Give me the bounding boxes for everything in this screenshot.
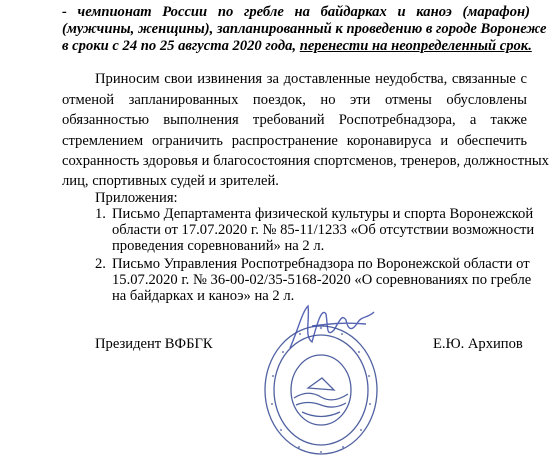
notice-line-1: - чемпионат России по гребле на байдарках и каноэ (марафон) [62, 4, 530, 20]
attachment-1-number: 1. [95, 206, 106, 222]
attachment-1-line-2: области от 17.07.2020 г. № 85-11/1233 «Об отсутствии возможности [112, 222, 535, 238]
apology-line-4: стремлением ограничить распространение коронавируса и обеспечить [62, 133, 527, 149]
attachment-2-number: 2. [95, 256, 106, 272]
attachment-2-line-2: 15.07.2020 г. № 36-00-02/35-5168-2020 «О соревнованиях по гребле [112, 272, 532, 288]
attachments-heading: Приложения: [95, 190, 178, 206]
apology-line-5: сохранность здоровья и благосостояния спортсменов, тренеров, должностных [62, 153, 549, 169]
signatory-name: Е.Ю. Архипов [433, 336, 523, 352]
notice-line-3 [62, 38, 532, 54]
apology-line-2: отменой запланированных поездок, но эти отмены обусловлены [62, 92, 527, 108]
attachment-1-line-3: проведения соревнований» на 2 л. [112, 238, 325, 254]
signatory-title: Президент ВФБГК [95, 336, 213, 352]
attachment-2-line-1: Письмо Управления Роспотребнадзора по Воронежской области от [112, 256, 530, 272]
handwritten-signature [282, 300, 382, 360]
attachment-1-line-1: Письмо Департамента физической культуры и спорта Воронежской [112, 206, 534, 222]
apology-line-3: обязанностью выполнения требований Роспотребнадзора, а также [62, 112, 527, 128]
apology-line-1: Приносим свои извинения за доставленные неудобства, связанные с [95, 71, 527, 87]
apology-line-6: лиц, спортивных судей и зрителей. [62, 173, 279, 189]
notice-line-2: (мужчины, женщины), запланированный к проведению в городе Воронеже [62, 21, 547, 37]
attachment-2-line-3: на байдарках и каноэ» на 2 л. [112, 288, 295, 304]
notice-postponed: перенести на неопределенный срок. [299, 38, 532, 54]
notice-dates: в сроки с 24 по 25 августа 2020 года, [62, 38, 300, 54]
